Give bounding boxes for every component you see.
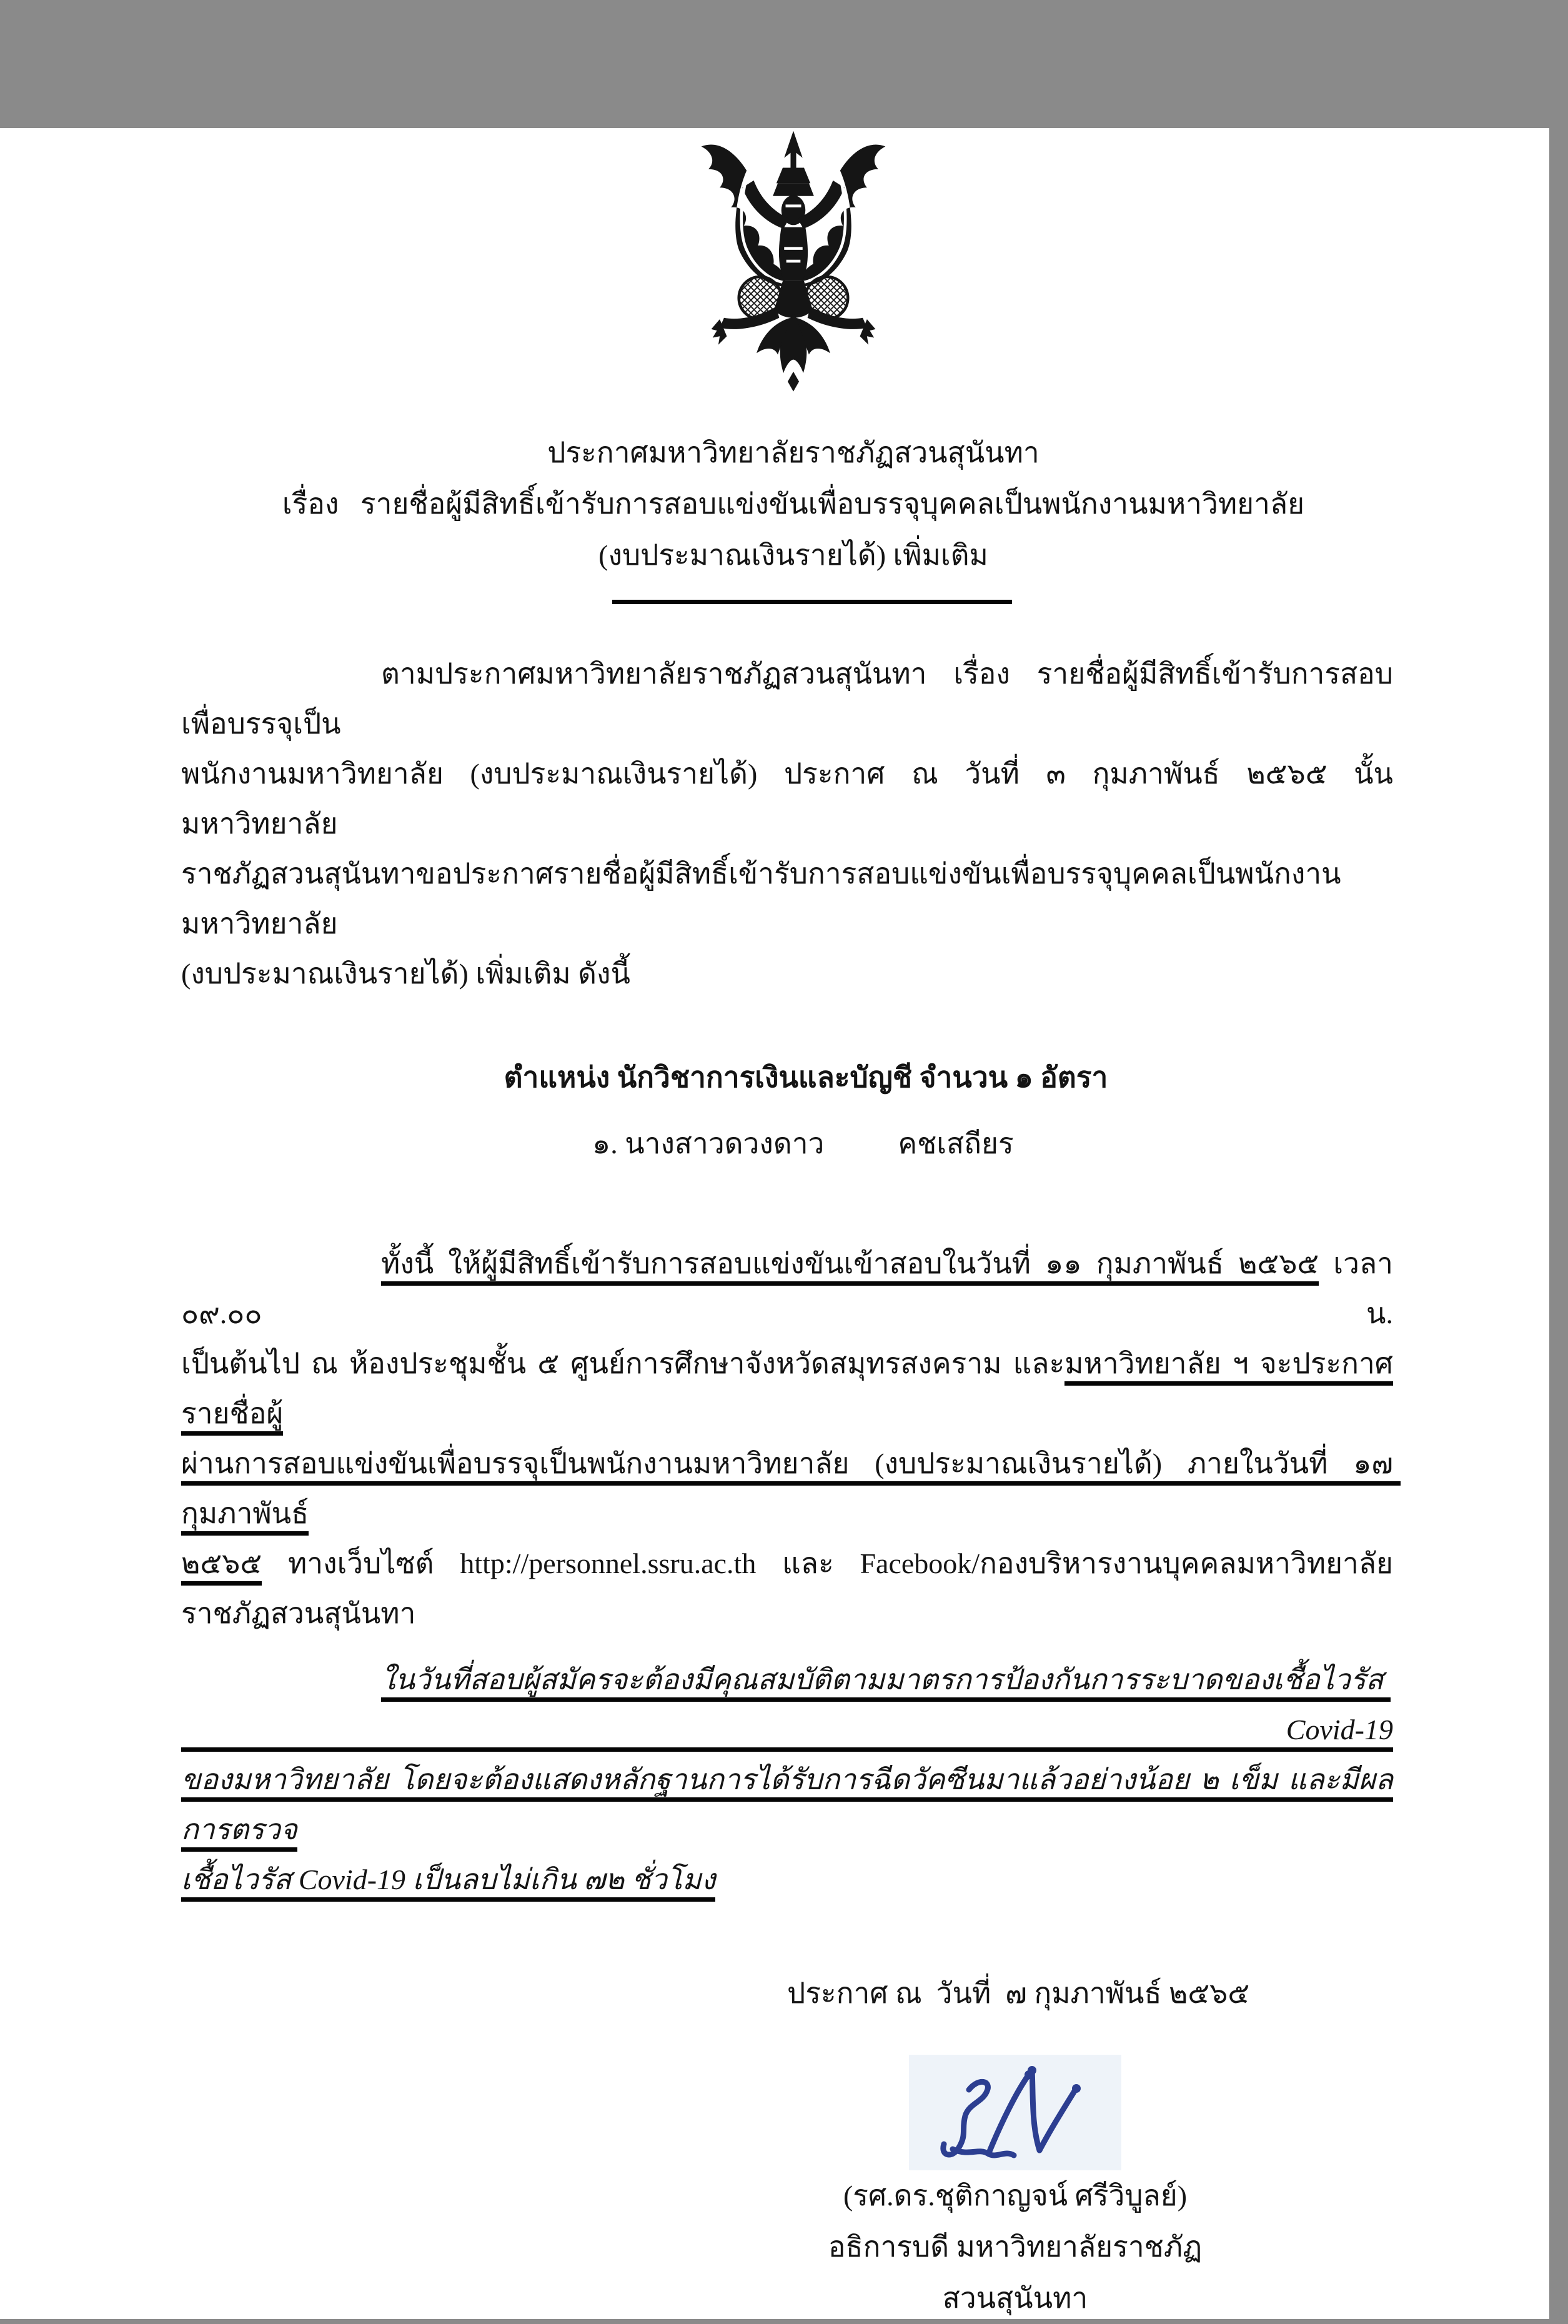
garuda-emblem	[687, 128, 900, 397]
document-page	[0, 128, 1549, 2319]
text-line	[181, 1755, 1393, 1855]
title-block	[19, 427, 1568, 581]
signature-image	[909, 2055, 1121, 2170]
document-subject-line2: (งบประมาณเงินรายได้) เพิ่มเติม	[598, 539, 988, 571]
text-line	[181, 649, 1393, 749]
underlined-text-segment: เชื้อไวรัส Covid-19 เป็นลบไม่เกิน ๗๒ ชั่วโมง	[181, 1864, 715, 1902]
text-line	[181, 1539, 1393, 1589]
signature-block	[796, 2055, 1234, 2324]
candidate-last-name: คชเสถียร	[898, 1127, 1014, 1160]
text-segment: (งบประมาณเงินรายได้) เพิ่มเติม ดังนี้	[181, 957, 630, 990]
underlined-text-segment: ทั้งนี้ ให้ผู้มีสิทธิ์เข้ารับการสอบแข่งขันเข้าสอบในวันที่ ๑๑ กุมภาพันธ์ ๒๕๖๕	[381, 1248, 1319, 1286]
underlined-text-segment: ในวันที่สอบผู้สมัครจะต้องมีคุณสมบัติตามมาตรการป้องกันการระบาดของเชื้อไวรัส Covid-19	[181, 1664, 1393, 1752]
text-line	[181, 1439, 1401, 1539]
title-divider	[612, 600, 1012, 604]
position-heading: ตำแหน่ง นักวิชาการเงินและบัญชี จำนวน ๑ อัตรา	[504, 1061, 1108, 1093]
underlined-text-segment: ๒๕๖๕	[181, 1547, 262, 1586]
underlined-text-segment: ของมหาวิทยาลัย โดยจะต้องแสดงหลักฐานการได้รับการฉีดวัคซีนมาแล้วอย่างน้อย ๒ เข็ม และมีผลการตรวจ	[181, 1764, 1393, 1852]
text-segment: ตามประกาศมหาวิทยาลัยราชภัฏสวนสุนันทา เรื่อง รายชื่อผู้มีสิทธิ์เข้ารับการสอบเพื่อบรรจุเป็น	[181, 657, 1393, 740]
document-subject-line1: เรื่อง รายชื่อผู้มีสิทธิ์เข้ารับการสอบแข่งขันเพื่อบรรจุบุคคลเป็นพนักงานมหาวิทยาลัย	[282, 487, 1305, 520]
text-segment: ทางเว็บไซต์ http://personnel.ssru.ac.th และ Facebook/กองบริหารงานบุคคลมหาวิทยาลัย	[262, 1547, 1393, 1579]
candidate-number-and-name: ๑. นางสาวดวงดาว	[592, 1127, 825, 1160]
text-line	[181, 749, 1401, 849]
text-line	[181, 949, 1393, 999]
underlined-text-segment: มหาวิทยาลัย ฯ จะประกาศรายชื่อผู้	[181, 1348, 1393, 1436]
announcement-date-line: ประกาศ ณ วันที่ ๗ กุมภาพันธ์ ๒๕๖๕	[787, 1977, 1250, 2009]
text-line	[181, 1239, 1401, 1339]
candidate-row	[181, 1119, 1393, 1169]
text-line	[181, 1589, 1393, 1639]
text-line	[181, 1655, 1393, 1755]
document-title: ประกาศมหาวิทยาลัยราชภัฏสวนสุนันทา	[547, 436, 1040, 469]
paragraph-exam-details	[181, 1239, 1401, 1639]
paragraph-covid-requirements	[181, 1655, 1393, 1905]
text-segment: เวลา ๐๙.๐๐ น.	[181, 1247, 1401, 1329]
text-segment: พนักงานมหาวิทยาลัย (งบประมาณเงินรายได้) ประกาศ ณ วันที่ ๓ กุมภาพันธ์ ๒๕๖๕ นั้น มหาวิทยาลัย	[181, 757, 1401, 840]
text-line	[181, 849, 1393, 949]
signer-name: (รศ.ดร.ชุติกาญจน์ ศรีวิบูลย์)	[843, 2179, 1188, 2212]
signer-title: อธิการบดี มหาวิทยาลัยราชภัฏสวนสุนันทา	[828, 2230, 1203, 2314]
text-line	[181, 1339, 1393, 1439]
text-line	[181, 1855, 1393, 1905]
paragraph-intro	[181, 649, 1401, 999]
text-segment: เป็นต้นไป ณ ห้องประชุมชั้น ๕ ศูนย์การศึกษาจังหวัดสมุทรสงคราม และ	[181, 1347, 1065, 1379]
text-segment: ราชภัฏสวนสุนันทา	[181, 1597, 416, 1629]
underlined-text-segment: ผ่านการสอบแข่งขันเพื่อบรรจุเป็นพนักงานมหาวิทยาลัย (งบประมาณเงินรายได้) ภายในวันที่ ๑๗ กุมภาพันธ์	[181, 1448, 1401, 1536]
text-segment: ราชภัฏสวนสุนันทาขอประกาศรายชื่อผู้มีสิทธิ์เข้ารับการสอบแข่งขันเพื่อบรรจุบุคคลเป็นพนักงานมหาวิทยาลัย	[181, 857, 1341, 940]
